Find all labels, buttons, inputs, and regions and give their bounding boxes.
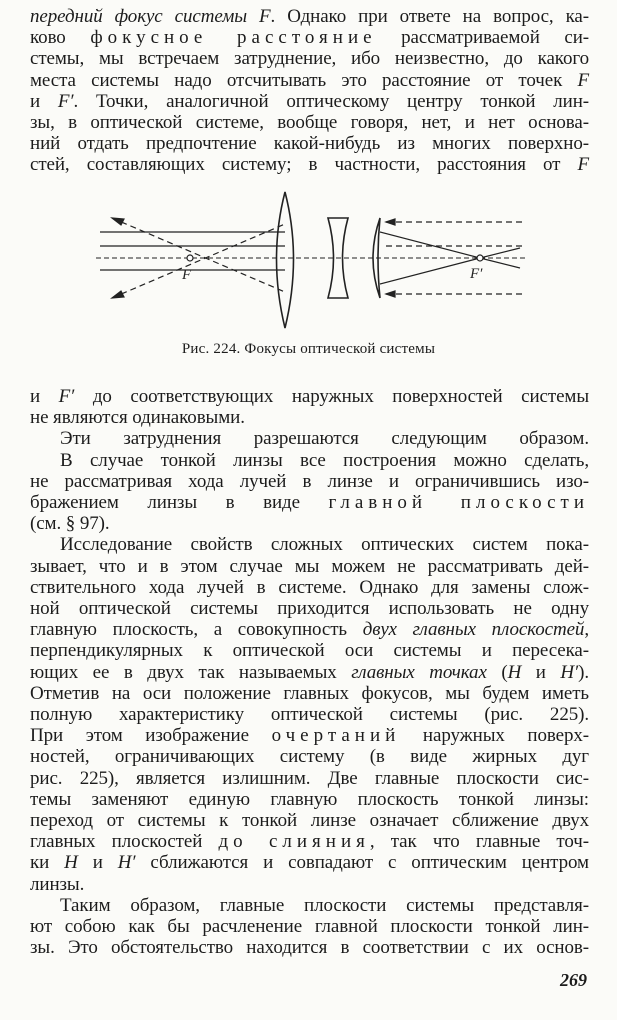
text-line [30,27,589,48]
text-run: наружных поверх- [400,725,589,747]
italic-text: F [577,69,589,91]
text-run: ково [30,27,91,49]
text-line [30,70,589,91]
text-run: сближаются и совпадают с оптическим центром [135,852,589,874]
text-run: ). [578,661,589,683]
arrow-right-lower [386,291,395,297]
text-run: и [30,90,58,112]
italic-text: F′ [58,386,75,407]
text-run: перпендикулярных к оптической оси системы и пересека- [30,640,589,662]
text-line [30,852,589,873]
text-line [30,768,589,789]
text-run: и [77,852,118,874]
italic-text: передний фокус системы F [30,6,271,27]
text-run: линзы. [30,873,85,895]
text-line [30,112,589,133]
text-line [30,154,589,175]
text-run: зы, в оптической системе, вообще говоря, нет, и нет основа- [30,112,589,134]
text-line [30,704,589,725]
arrow-upper-left [112,218,124,225]
text-run: полную характеристику оптической системы (рис. 225). [30,704,589,726]
text-run: ностей, ограничивающих систему (в виде жирных дуг [30,746,589,768]
text-run: и [30,386,59,407]
arrow-right-upper [386,219,395,225]
text-run: не рассматривая хода лучей в линзе и ограничившись изо- [30,470,589,492]
text-run: зы. Это обстоятельство находится в соответствии с их основ- [30,937,589,959]
italic-text: двух главных плоскостей [362,619,585,641]
figure-224-diagram [90,186,530,336]
text-run: ющих ее в двух так называемых [30,661,352,683]
text-line [30,48,589,69]
text-line [30,789,589,810]
text-block-top [30,6,589,176]
text-run: рассматриваемой си- [376,27,590,49]
label-f: F [182,267,192,283]
text-line [30,577,589,598]
text-run: Эти затруднения разрешаются следующим образом. [60,428,589,450]
text-line [30,874,589,895]
text-run: При этом изображение [30,725,272,747]
text-run: главных плоскостей [30,831,219,853]
text-run: переход от системы к тонкой линзе означает сближение двух [30,810,589,832]
text-run: рис. 225), является излишним. Две главные плоскости сис- [30,767,589,789]
spaced-text: главной плоскости [328,492,590,514]
spaced-text: очертаний [271,725,401,747]
text-run: темы заменяют единую главную плоскость тонкой линзы: [30,788,589,810]
text-line [30,725,589,746]
spaced-text: фокусное расстояние [90,27,377,49]
text-run: главную плоскость, а совокупность [30,619,363,641]
italic-text: главных точках [351,661,487,683]
text-line [30,916,589,937]
text-line [30,492,589,513]
text-line [30,598,589,619]
text-run: . Однако при ответе на вопрос, ка- [270,6,589,27]
text-run: бражением линзы в виде [30,492,329,514]
text-run: ствительного хода лучей в системе. Однако для замены слож- [30,576,589,598]
text-line [30,407,589,428]
italic-text: H [507,661,522,683]
text-line [30,534,589,555]
text-line [30,6,589,27]
text-run: ( [486,661,508,683]
italic-text: F′ [57,90,74,112]
italic-text: H′ [560,661,579,683]
text-run: Таким образом, главные плоскости системы представля- [60,894,589,916]
text-run: ний отдать предпочтение какой-нибудь из многих поверхно- [30,133,589,155]
text-run: и [521,661,561,683]
text-line [30,91,589,112]
text-line [30,937,589,958]
page-number: 269 [560,970,587,990]
text-run: (см. § 97). [30,513,110,535]
text-line [30,831,589,852]
text-line [30,450,589,471]
text-run: Отметив на оси положение главных фокусов, мы будем иметь [30,682,589,704]
text-run: стей, составляющих систему; в частности, расстояния от [30,154,578,176]
text-run: , [584,619,589,641]
text-run: ки [30,852,65,874]
text-line [30,133,589,154]
text-line [30,428,589,449]
text-line [30,619,589,640]
spaced-text: до слияния [218,831,370,853]
text-run: В случае тонкой линзы все построения можно сделать, [60,449,589,471]
text-run: ной оптической системы приходится использовать не одну [30,598,589,620]
text-run: Исследование свойств сложных оптических систем пока- [60,534,589,556]
italic-text: H′ [117,852,136,874]
label-f-prime: F′ [470,266,483,282]
text-line [30,895,589,916]
text-line [30,386,589,407]
text-run: места системы надо отсчитывать это расстояние от точек [30,69,578,91]
text-line [30,746,589,767]
text-run: зывает, что и в этом случае мы можем не рассматривать дей- [30,555,589,577]
text-line [30,683,589,704]
text-run: , так что главные точ- [369,831,589,853]
text-line [30,513,589,534]
text-run: . Точки, аналогичной оптическому центру тонкой лин- [73,90,589,112]
text-run: не являются одинаковыми. [30,407,245,429]
italic-text: F [577,154,589,176]
figure-caption: Рис. 224. Фокусы оптической системы [181,341,436,357]
arrow-lower-left [112,291,124,298]
text-line [30,640,589,661]
text-run: ют собою как бы расчленение главной плоскости тонкой лин- [30,916,589,938]
text-run: до соответствующих наружных поверхностей системы [74,386,590,407]
italic-text: H [64,852,78,874]
text-run: стемы, мы встречаем затруднение, ибо неизвестно, до какого [30,48,589,70]
text-line [30,471,589,492]
focus-f-point [187,255,193,261]
text-line [30,810,589,831]
text-line [30,662,589,683]
text-block-bottom [30,386,589,958]
text-line [30,556,589,577]
convex-lens [277,192,294,328]
focus-f-prime-point [477,255,483,261]
